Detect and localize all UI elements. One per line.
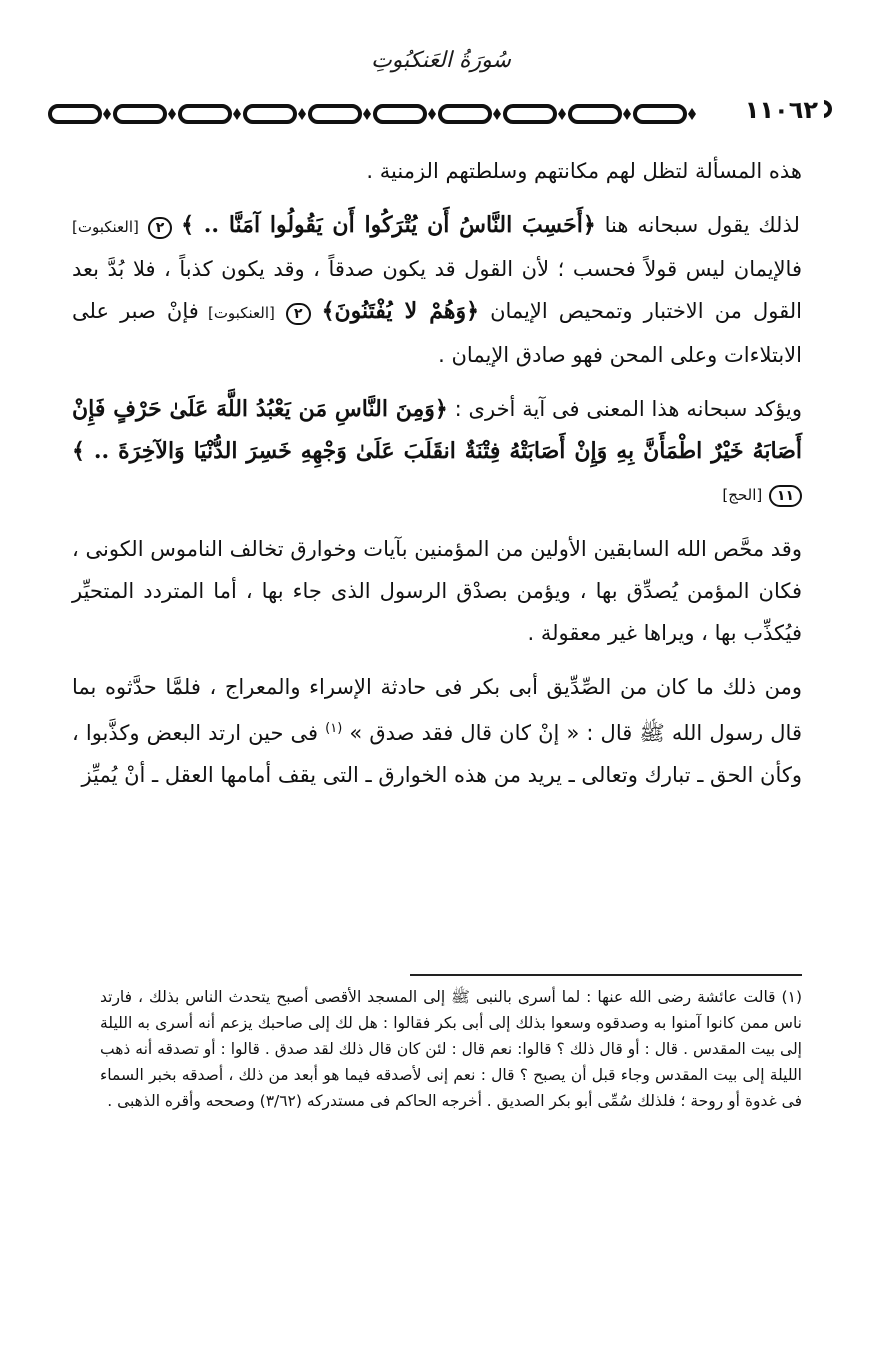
- paragraph-1: هذه المسألة لتظل لهم مكانتهم وسلطتهم الزمنية .: [366, 159, 802, 183]
- paragraph-5-end: فى حين ارتد البعض وكذَّبوا ، وكأن الحق ـ تبارك وتعالى ـ يريد من هذه الخوارق ـ التى يقف أمامها العقل ـ أنْ يُميِّز: [72, 721, 802, 787]
- verse-number-3: ١١: [769, 485, 802, 507]
- paragraph-3: [72, 388, 802, 516]
- surah-reference-3: [الحج]: [722, 486, 763, 504]
- footnote-text: (١) قالت عائشة رضى الله عنها : لما أسرى بالنبى ﷺ إلى المسجد الأقصى أصبح يتحدث الناس بذلك ، فارتد ناس ممن كانوا آمنوا به وصدقوه وسعوا بذلك إلى أبى بكر فقالوا : هل لك إلى صاحبك يزعم أنه أسرى به الليلة إلى بيت المقدس . قال : أو قال ذلك ؟ قالوا: نعم قال : لئن كان قال ذلك لقد صدق . قالوا : أو تصدقه أنه ذهب الليلة إلى بيت المقدس وجاء قبل أن يصبح ؟ قال : نعم إنى لأصدقه فيما هو أبعد من ذلك ، أصدقه بخبر السماء فى غدوة أو روحة ؛ فلذلك سُمِّى أبو بكر الصديق . أخرجه الحاكم فى مستدركه (٣/٦٢) وصححه وأقره الذهبى .: [100, 988, 802, 1110]
- ornamental-border: [40, 94, 850, 134]
- paragraph-4: وقد محَّص الله السابقين الأولين من المؤمنين بآيات وخوارق تخالف الناموس الكونى ، فكان المؤمن يُصدِّق بها ، ويؤمن بصدْق الرسول الذى جاء بها ، أما المتردد المتحيِّر فيُكذِّب بها ، ويراها غير معقولة .: [72, 537, 802, 645]
- quran-verse-2: ﴿وَهُمْ لا يُفْتَنُونَ﴾: [321, 298, 479, 324]
- surah-reference-1: [العنكبوت]: [72, 218, 139, 236]
- quran-verse-3: ﴿وَمِنَ النَّاسِ مَن يَعْبُدُ اللَّهَ عَلَىٰ حَرْفٍ فَإِنْ أَصَابَهُ خَيْرٌ اطْمَأَنَّ بِهِ وَإِنْ أَصَابَتْهُ فِتْنَةٌ انقَلَبَ عَلَىٰ وَجْهِهِ خَسِرَ الدُّنْيَا وَالآخِرَةَ .. ﴾: [72, 396, 802, 464]
- footnote-marker: (١): [325, 721, 343, 736]
- paragraph-2-intro: لذلك يقول سبحانه هنا: [595, 213, 800, 237]
- surah-reference-2: [العنكبوت]: [198, 304, 275, 322]
- footnote-divider: [410, 974, 802, 976]
- paragraph-2: [72, 204, 802, 376]
- surah-title: سُورَةُ العَنكبُوتِ: [371, 48, 511, 73]
- verse-number-1: ٢: [148, 217, 173, 239]
- quran-verse-1: ﴿أَحَسِبَ النَّاسُ أَن يُتْرَكُوا أَن يَقُولُوا آمَنَّا .. ﴾: [181, 212, 596, 238]
- page-number: ١١٠٦٢: [739, 96, 824, 124]
- paragraph-5-start: ومن ذلك ما كان من الصِّدِّيق أبى بكر فى حادثة الإسراء والمعراج ، فلمَّا حدَّثوه بما قال رسول الله ﷺ قال : « إنْ كان قال فقد صدق »: [72, 675, 802, 745]
- paragraph-3-intro: ويؤكد سبحانه هذا المعنى فى آية أخرى :: [447, 397, 803, 421]
- footnote: [100, 984, 802, 1114]
- paragraph-2-body: فالإيمان ليس قولاً فحسب ؛ لأن القول قد يكون صدقاً ، وقد يكون كذباً ، فلا بُدَّ بعد القول من الاختبار وتمحيص الإيمان: [72, 257, 802, 323]
- paragraph-2-end: فإنْ صبر على الابتلاءات وعلى المحن فهو صادق الإيمان .: [72, 299, 802, 367]
- verse-number-2: ٢: [286, 303, 311, 325]
- main-text: [72, 150, 802, 808]
- paragraph-5: [72, 666, 802, 796]
